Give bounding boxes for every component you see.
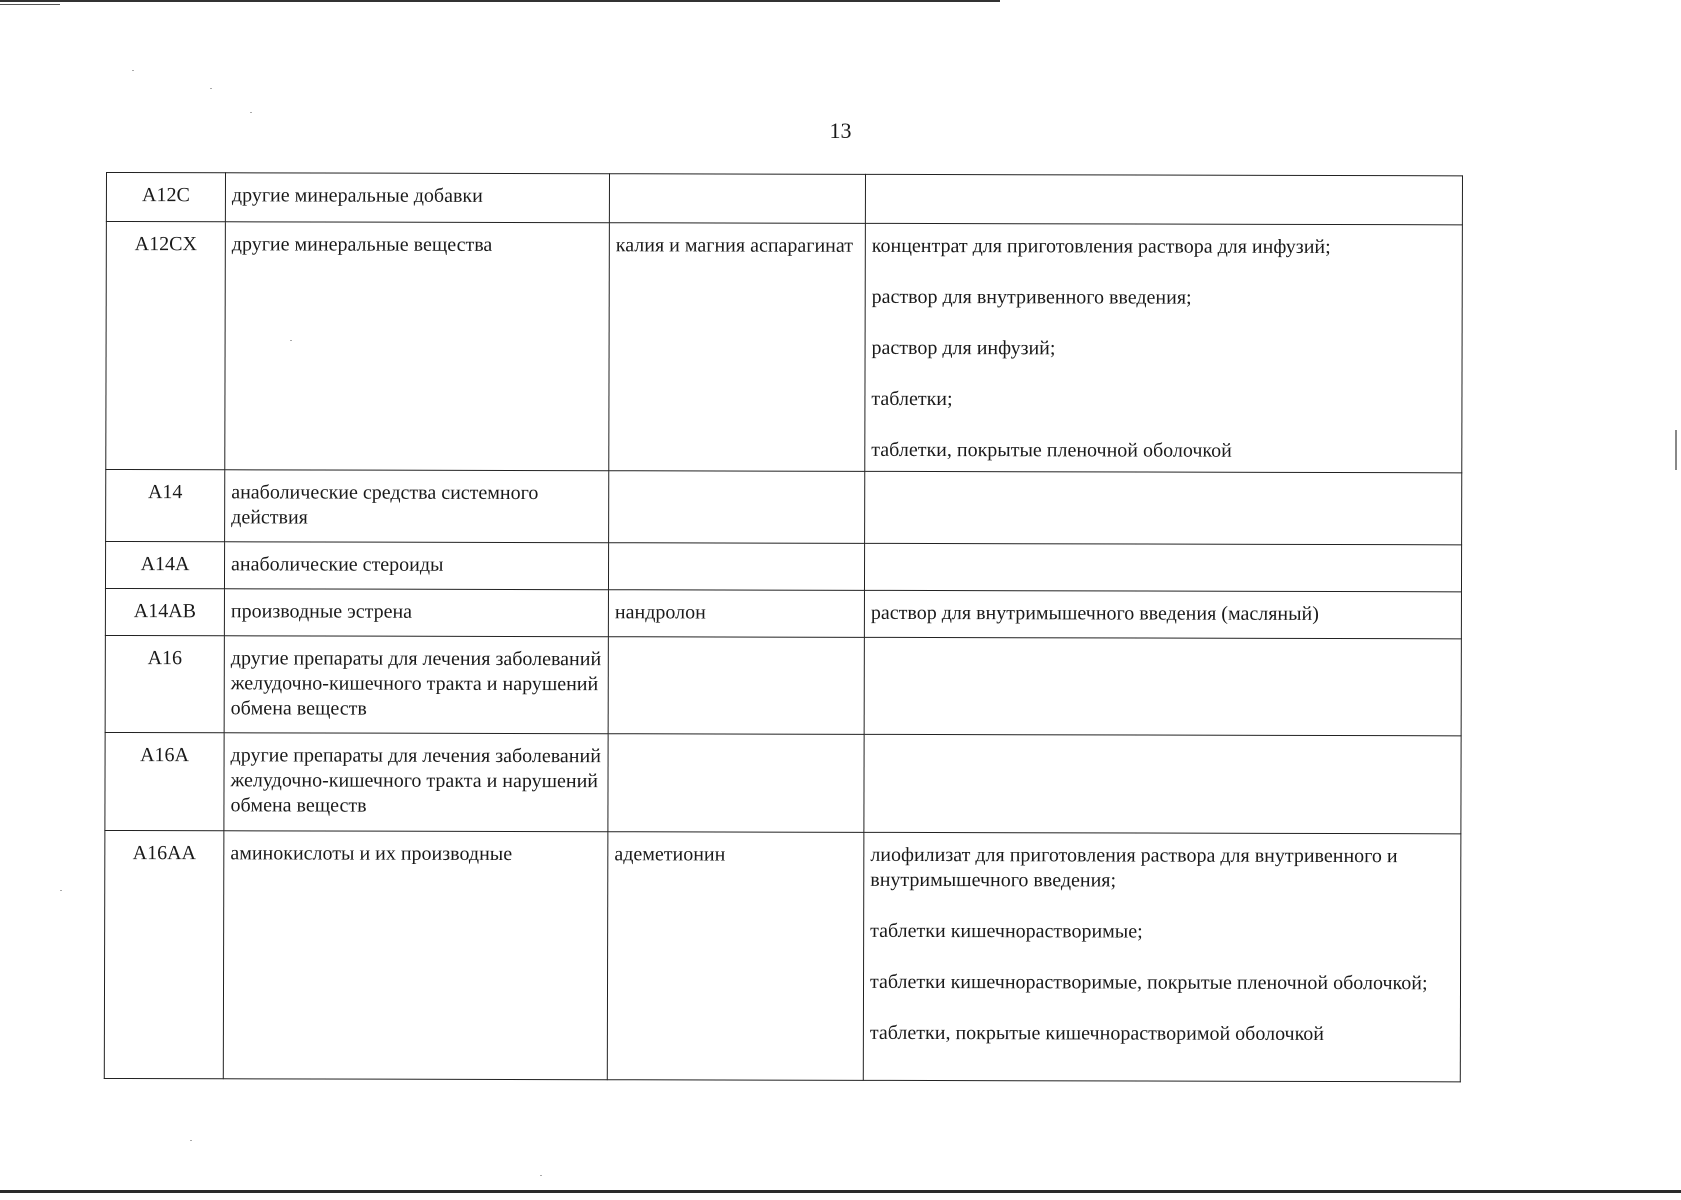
substance-cell: адеметионин (607, 832, 864, 1081)
dosage-form-item: раствор для внутримышечного введения (масляный) (870, 601, 1319, 625)
atc-code-cell: A16AA (104, 830, 224, 1078)
dosage-forms-cell (864, 543, 1461, 591)
substance-cell (609, 174, 865, 224)
atc-code-cell: A12C (106, 173, 225, 222)
scan-speck (290, 340, 292, 341)
atc-code-cell: A14AB (105, 589, 224, 636)
substance-cell: нандролон (608, 590, 864, 638)
scan-edge-bottom (0, 1190, 1681, 1193)
dosage-form-item: раствор для инфузий; (871, 336, 1056, 360)
dosage-forms-cell (864, 590, 1461, 638)
group-name-cell: анаболические средства системного действия (225, 470, 609, 543)
dosage-form-item: таблетки кишечнорастворимые; (870, 919, 1143, 943)
table-row (106, 222, 1463, 473)
atc-code-cell: A12CX (106, 222, 226, 470)
table-row (105, 732, 1461, 833)
page-number: 13 (829, 118, 852, 143)
table-row (105, 589, 1461, 639)
drug-table-body (104, 173, 1462, 1082)
dosage-form-item: таблетки кишечнорастворимые, покрытые пленочной оболочкой; (869, 970, 1428, 995)
table-row (106, 470, 1462, 545)
dosage-form-item: таблетки, покрытые кишечнорастворимой оболочкой (869, 1021, 1325, 1045)
group-name-cell: производные эстрена (224, 589, 608, 637)
dosage-forms-cell (865, 174, 1462, 224)
substance-cell (608, 734, 864, 833)
drug-table (104, 172, 1463, 1082)
group-name-cell: аминокислоты и их производные (223, 831, 608, 1080)
scan-edge-top-mark (0, 4, 60, 5)
atc-code-cell: A16 (105, 635, 224, 732)
dosage-forms-cell (864, 637, 1461, 735)
scan-speck (250, 112, 252, 113)
dosage-forms-cell (865, 223, 1463, 472)
dosage-forms-cell (864, 734, 1461, 833)
table-row (104, 830, 1461, 1081)
scan-speck (132, 70, 134, 71)
substance-cell (608, 637, 864, 735)
substance-cell (609, 471, 865, 544)
table-row (106, 173, 1462, 225)
group-name-cell: другие препараты для лечения заболеваний желудочно-кишечного тракта и нарушений обмена веществ (224, 733, 608, 832)
group-name-cell: анаболические стероиды (224, 542, 608, 590)
scan-speck (60, 890, 62, 891)
scan-edge-top (0, 0, 1000, 2)
group-name-cell: другие минеральные добавки (225, 173, 609, 223)
atc-code-cell: A16A (105, 732, 224, 830)
scan-speck (540, 1175, 542, 1176)
substance-cell (608, 543, 864, 591)
group-name-cell: другие препараты для лечения заболеваний желудочно-кишечного тракта и нарушений обмена веществ (224, 636, 608, 734)
dosage-forms-cell (865, 471, 1462, 544)
atc-code-cell: A14 (106, 470, 225, 542)
dosage-form-item: концентрат для приготовления раствора для инфузий; (871, 234, 1331, 258)
group-name-cell: другие минеральные вещества (225, 222, 610, 471)
table-row (105, 542, 1461, 592)
substance-cell: калия и магния аспарагинат (609, 223, 866, 472)
dosage-form-item: раствор для внутривенного введения; (871, 285, 1192, 309)
scan-edge-right-mark (1675, 430, 1677, 470)
dosage-form-item: таблетки; (871, 387, 953, 411)
dosage-form-item: таблетки, покрытые пленочной оболочкой (871, 438, 1232, 462)
dosage-forms-cell (863, 832, 1461, 1081)
scan-speck (190, 1140, 192, 1141)
dosage-form-item: лиофилизат для приготовления раствора для внутривенного и внутримышечного введения; (870, 843, 1398, 892)
scan-speck (210, 88, 212, 89)
atc-code-cell: A14A (105, 542, 224, 589)
table-row (105, 635, 1461, 735)
